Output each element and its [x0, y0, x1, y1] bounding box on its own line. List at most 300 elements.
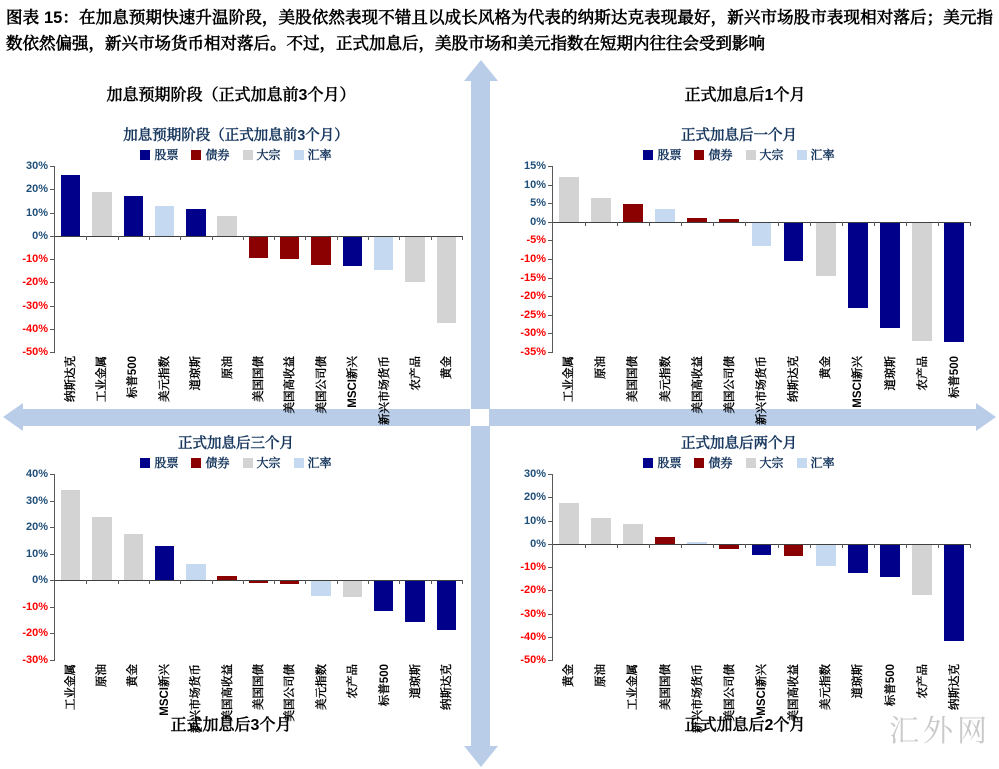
y-tick-label: -40%: [22, 322, 48, 335]
arrow-up-icon: [464, 60, 498, 81]
x-category-slot: [777, 660, 809, 742]
x-category-label: 新兴市场货币: [378, 356, 391, 425]
arrow-down-icon: [464, 746, 498, 767]
x-category-slot: [745, 660, 777, 742]
x-category-slot: [874, 352, 906, 434]
x-category-label: MSCI新兴: [756, 664, 769, 716]
bar-slot: [212, 166, 243, 352]
x-category-slot: [274, 660, 305, 742]
bar-MSCI新兴: [752, 545, 772, 555]
bar-农产品: [912, 223, 932, 341]
x-category-slot: [552, 352, 584, 434]
bar-美国高收益: [217, 576, 236, 580]
y-tick-label: -25%: [520, 308, 546, 321]
bar-美国公司债: [719, 219, 739, 222]
x-category-slot: [616, 352, 648, 434]
bar-slot: [118, 474, 149, 660]
x-category-label: 美元指数: [820, 664, 833, 710]
x-category-label: 美国公司债: [723, 356, 736, 414]
legend-item: [140, 147, 178, 162]
x-category-label: 新兴市场货币: [756, 356, 769, 425]
bar-工业金属: [92, 192, 111, 236]
y-tick-label: -30%: [520, 327, 546, 340]
bar-slot: [649, 474, 681, 660]
legend-label: 债券: [205, 456, 230, 470]
x-category-slot: [713, 660, 745, 742]
bar-标普500: [944, 223, 964, 342]
x-category-slot: [148, 660, 179, 742]
bar-美国国债: [623, 204, 643, 221]
x-category-slot: [242, 660, 273, 742]
bar-新兴市场货币: [186, 564, 205, 580]
x-category-label: 农产品: [916, 664, 929, 699]
chart-title: 加息预期阶段（正式加息前3个月）: [123, 128, 349, 144]
plot-area: [54, 166, 462, 352]
legend-swatch-icon: [797, 150, 807, 160]
bar-黄金: [437, 237, 456, 323]
y-tick-label: 30%: [523, 468, 546, 480]
bar-黄金: [816, 223, 836, 276]
y-tick-label: 10%: [523, 178, 546, 191]
bar-slot: [368, 474, 399, 660]
bar-slot: [617, 166, 649, 352]
x-category-slot: [368, 660, 399, 742]
bar-MSCI新兴: [155, 546, 174, 581]
legend-swatch-icon: [643, 150, 653, 160]
bar-slot: [431, 474, 462, 660]
x-category-label: 工业金属: [627, 664, 640, 710]
bar-农产品: [343, 581, 362, 597]
x-category-slot: [906, 352, 938, 434]
legend-label: 股票: [154, 456, 179, 470]
chart-legend: [508, 455, 970, 470]
x-category-slot: [211, 352, 242, 434]
legend-swatch-icon: [294, 150, 304, 160]
y-tick-label: 10%: [523, 514, 546, 527]
bar-slot: [681, 166, 713, 352]
legend-label: 汇率: [307, 148, 332, 162]
x-category-label: 原油: [96, 664, 109, 687]
x-category-slot: [117, 660, 148, 742]
bar-slot: [274, 166, 305, 352]
bar-slot: [681, 474, 713, 660]
bar-slot: [745, 166, 777, 352]
bar-新兴市场货币: [752, 223, 772, 246]
legend-item: [140, 455, 178, 470]
y-tick-label: -35%: [520, 346, 546, 358]
legend-swatch-icon: [243, 458, 253, 468]
x-category-label: 道琼斯: [852, 664, 865, 699]
bar-美国高收益: [687, 218, 707, 222]
arrow-right-icon: [976, 403, 996, 431]
chart-post-hike-1m: [508, 124, 970, 434]
bar-道琼斯: [880, 223, 900, 328]
bar-纳斯达克: [437, 581, 456, 630]
bar-slot: [274, 474, 305, 660]
bar-slot: [55, 474, 86, 660]
y-tick-label: -20%: [520, 584, 546, 597]
x-category-label: 美国国债: [253, 356, 266, 402]
bar-农产品: [405, 237, 424, 282]
x-category-label: 原油: [595, 356, 608, 379]
x-category-label: 美国国债: [253, 664, 266, 710]
legend-item: [294, 455, 332, 470]
legend-swatch-icon: [140, 150, 150, 160]
y-axis: [10, 160, 54, 358]
chart-post-hike-2m: [508, 432, 970, 742]
bar-slot: [180, 166, 211, 352]
bar-原油: [217, 216, 236, 236]
y-tick-label: -30%: [22, 299, 48, 312]
bar-slot: [874, 166, 906, 352]
bar-slot: [368, 166, 399, 352]
bar-slot: [617, 474, 649, 660]
chart-legend: [10, 455, 462, 470]
y-tick-label: -15%: [520, 271, 546, 284]
x-category-slot: [431, 352, 462, 434]
bar-slot: [399, 474, 430, 660]
x-category-label: 原油: [595, 664, 608, 687]
y-tick-label: 20%: [25, 521, 48, 534]
x-category-slot: [648, 660, 680, 742]
y-tick-label: -30%: [22, 654, 48, 666]
x-category-slot: [616, 660, 648, 742]
legend-swatch-icon: [191, 458, 201, 468]
legend-item: [797, 455, 835, 470]
bar-slot: [874, 474, 906, 660]
bar-slot: [305, 474, 336, 660]
y-tick-label: -10%: [22, 600, 48, 613]
x-category-label: 美国高收益: [788, 664, 801, 722]
chart-pre-hike-3m: [10, 124, 462, 434]
bar-slot: [212, 474, 243, 660]
bar-slot: [337, 474, 368, 660]
legend-label: 大宗: [256, 456, 281, 470]
bar-slot: [778, 474, 810, 660]
x-category-label: MSCI新兴: [347, 356, 360, 408]
bar-工业金属: [623, 524, 643, 544]
x-category-label: 美国公司债: [723, 664, 736, 722]
x-category-slot: [211, 660, 242, 742]
x-category-label: MSCI新兴: [158, 664, 171, 716]
bar-slot: [180, 474, 211, 660]
legend-label: 债券: [205, 148, 230, 162]
bar-农产品: [912, 545, 932, 595]
legend-swatch-icon: [694, 150, 704, 160]
chart-legend: [10, 147, 462, 162]
x-category-slot: [431, 660, 462, 742]
chart-legend: [508, 147, 970, 162]
legend-item: [243, 455, 281, 470]
x-category-slot: [399, 352, 430, 434]
y-tick-label: 15%: [523, 160, 546, 172]
quadrant-footer-bottom-right: 正式加息后2个月: [684, 717, 806, 734]
y-tick-label: 10%: [25, 547, 48, 560]
x-category-label: 工业金属: [64, 664, 77, 710]
plot-area: [54, 474, 462, 660]
legend-item: [243, 147, 281, 162]
x-category-label: 标普500: [378, 664, 391, 707]
bar-道琼斯: [405, 581, 424, 622]
bar-美国高收益: [784, 545, 804, 557]
y-tick-label: -20%: [22, 627, 48, 640]
legend-item: [797, 147, 835, 162]
bar-slot: [149, 166, 180, 352]
legend-label: 股票: [657, 456, 682, 470]
bar-slot: [243, 474, 274, 660]
x-category-slot: [180, 660, 211, 742]
y-tick-label: 30%: [25, 494, 48, 507]
bar-美国公司债: [311, 237, 330, 265]
bar-slot: [118, 166, 149, 352]
x-category-slot: [841, 352, 873, 434]
bar-slot: [305, 166, 336, 352]
x-tick-mark: [462, 580, 463, 584]
bar-slot: [938, 166, 970, 352]
x-category-label: 新兴市场货币: [691, 664, 704, 733]
x-category-label: 农产品: [347, 664, 360, 699]
arrow-cross-gap: [470, 409, 489, 426]
x-category-slot: [180, 352, 211, 434]
bar-slot: [745, 474, 777, 660]
x-category-label: 标普500: [884, 664, 897, 707]
x-category-slot: [584, 352, 616, 434]
x-category-label: 黄金: [441, 356, 454, 379]
x-tick-mark: [970, 222, 971, 226]
y-axis: [10, 468, 54, 666]
y-tick-label: -5%: [526, 234, 546, 247]
x-category-label: 黄金: [820, 356, 833, 379]
legend-item: [191, 147, 229, 162]
x-category-slot: [777, 352, 809, 434]
bar-黄金: [124, 534, 143, 581]
bar-slot: [649, 166, 681, 352]
chart-title: 正式加息后一个月: [681, 128, 797, 144]
y-axis: [508, 468, 552, 666]
quadrant-header-top-left: 加息预期阶段（正式加息前3个月）: [106, 87, 356, 104]
x-category-slot: [85, 660, 116, 742]
bar-slot: [778, 166, 810, 352]
y-tick-label: -30%: [520, 607, 546, 620]
x-category-label: 美国高收益: [221, 664, 234, 722]
bar-美国公司债: [280, 581, 299, 584]
bar-MSCI新兴: [848, 223, 868, 308]
legend-swatch-icon: [746, 150, 756, 160]
legend-label: 大宗: [759, 148, 784, 162]
bar-slot: [810, 474, 842, 660]
y-tick-label: 30%: [25, 160, 48, 172]
legend-swatch-icon: [694, 458, 704, 468]
y-tick-label: 0%: [32, 229, 48, 242]
bar-美元指数: [816, 545, 836, 566]
legend-swatch-icon: [643, 458, 653, 468]
x-category-slot: [368, 352, 399, 434]
x-category-label: 美元指数: [659, 356, 672, 402]
x-category-label: MSCI新兴: [852, 356, 865, 408]
x-category-slot: [584, 660, 616, 742]
x-category-label: 工业金属: [96, 356, 109, 402]
x-category-slot: [681, 660, 713, 742]
bar-slot: [55, 166, 86, 352]
y-tick-label: -40%: [520, 630, 546, 643]
legend-item: [294, 147, 332, 162]
bar-美国高收益: [280, 237, 299, 259]
bar-slot: [906, 166, 938, 352]
y-tick-label: 0%: [32, 574, 48, 587]
x-category-slot: [117, 352, 148, 434]
figure-title: 图表 15：在加息预期快速升温阶段，美股依然表现不错且以成长风格为代表的纳斯达克表现最好，新兴市场股市表现相对落后；美元指数依然偏强，新兴市场货币相对落后。不过，正式加息后，美股市场和美元指数在短期内往往会受到影响: [6, 9, 993, 54]
y-tick-label: 5%: [530, 197, 546, 210]
x-category-slot: [337, 352, 368, 434]
x-category-label: 黄金: [563, 664, 576, 687]
x-axis: [552, 352, 970, 434]
x-category-slot: [713, 352, 745, 434]
bar-slot: [86, 166, 117, 352]
x-category-label: 美元指数: [158, 356, 171, 402]
y-tick-label: 20%: [523, 491, 546, 504]
x-axis: [54, 352, 462, 434]
y-tick-label: 10%: [25, 206, 48, 219]
bar-slot: [906, 474, 938, 660]
bar-美国公司债: [719, 545, 739, 550]
chart-title: 正式加息后三个月: [178, 436, 294, 452]
legend-item: [643, 455, 681, 470]
x-category-slot: [648, 352, 680, 434]
legend-swatch-icon: [243, 150, 253, 160]
bar-原油: [591, 518, 611, 544]
bar-道琼斯: [186, 209, 205, 236]
bar-slot: [585, 166, 617, 352]
x-category-label: 美国高收益: [284, 356, 297, 414]
x-category-slot: [399, 660, 430, 742]
bar-工业金属: [61, 490, 80, 580]
x-category-label: 原油: [221, 356, 234, 379]
bar-slot: [713, 166, 745, 352]
x-category-slot: [809, 660, 841, 742]
x-axis: [54, 660, 462, 742]
bar-slot: [713, 474, 745, 660]
bar-新兴市场货币: [687, 542, 707, 544]
legend-label: 债券: [708, 456, 733, 470]
y-tick-label: -10%: [520, 561, 546, 573]
bar-美国国债: [249, 237, 268, 258]
bar-原油: [591, 198, 611, 222]
x-category-label: 工业金属: [563, 356, 576, 402]
bar-道琼斯: [848, 545, 868, 573]
x-category-label: 纳斯达克: [64, 356, 77, 402]
bar-美元指数: [655, 209, 675, 222]
x-category-slot: [809, 352, 841, 434]
legend-item: [746, 147, 784, 162]
x-category-label: 道琼斯: [884, 356, 897, 391]
bar-slot: [553, 166, 585, 352]
x-category-label: 纳斯达克: [948, 664, 961, 710]
x-category-label: 美国高收益: [691, 356, 704, 414]
bar-slot: [243, 166, 274, 352]
bar-标普500: [124, 196, 143, 236]
x-category-label: 纳斯达克: [788, 356, 801, 402]
legend-item: [694, 455, 732, 470]
legend-swatch-icon: [746, 458, 756, 468]
legend-swatch-icon: [797, 458, 807, 468]
x-category-label: 道琼斯: [190, 356, 203, 391]
x-category-label: 农产品: [916, 356, 929, 391]
chart-title: 正式加息后两个月: [681, 436, 797, 452]
bar-纳斯达克: [784, 223, 804, 261]
bar-MSCI新兴: [343, 237, 362, 266]
y-tick-label: -50%: [520, 654, 546, 666]
legend-swatch-icon: [294, 458, 304, 468]
bar-黄金: [559, 503, 579, 544]
quadrant-header-top-right: 正式加息后1个月: [684, 87, 806, 104]
legend-label: 大宗: [256, 148, 281, 162]
bar-slot: [431, 166, 462, 352]
bar-slot: [842, 474, 874, 660]
legend-label: 债券: [708, 148, 733, 162]
x-category-slot: [938, 352, 970, 434]
watermark: 汇外网: [889, 715, 991, 748]
bar-slot: [553, 474, 585, 660]
legend-item: [746, 455, 784, 470]
bar-标普500: [880, 545, 900, 578]
x-category-label: 纳斯达克: [441, 664, 454, 710]
bar-slot: [842, 166, 874, 352]
bar-slot: [149, 474, 180, 660]
x-category-slot: [242, 352, 273, 434]
bar-slot: [585, 474, 617, 660]
y-tick-label: 0%: [530, 215, 546, 228]
x-category-slot: [54, 352, 85, 434]
x-category-label: 美国国债: [659, 664, 672, 710]
x-category-slot: [274, 352, 305, 434]
x-category-label: 标普500: [948, 356, 961, 399]
x-category-label: 新兴市场货币: [190, 664, 203, 733]
y-tick-label: 40%: [25, 468, 48, 480]
x-category-label: 美国公司债: [284, 664, 297, 722]
bar-slot: [810, 166, 842, 352]
legend-item: [694, 147, 732, 162]
x-category-label: 农产品: [409, 356, 422, 391]
bar-slot: [938, 474, 970, 660]
legend-label: 汇率: [810, 456, 835, 470]
bar-新兴市场货币: [374, 237, 393, 271]
bar-slot: [337, 166, 368, 352]
y-tick-label: 20%: [25, 183, 48, 196]
bar-美国国债: [655, 537, 675, 543]
x-category-slot: [54, 660, 85, 742]
chart-post-hike-3m: [10, 432, 462, 742]
bar-slot: [86, 474, 117, 660]
bar-原油: [92, 517, 111, 581]
y-tick-label: -10%: [22, 253, 48, 265]
bar-美国国债: [249, 581, 268, 582]
x-category-label: 美元指数: [315, 664, 328, 710]
x-category-slot: [148, 352, 179, 434]
legend-swatch-icon: [140, 458, 150, 468]
legend-label: 大宗: [759, 456, 784, 470]
bar-纳斯达克: [944, 545, 964, 641]
bar-美元指数: [311, 581, 330, 596]
x-category-slot: [681, 352, 713, 434]
legend-item: [643, 147, 681, 162]
y-tick-label: -20%: [22, 276, 48, 289]
bar-工业金属: [559, 177, 579, 222]
x-category-label: 美国国债: [627, 356, 640, 402]
y-tick-label: -10%: [520, 253, 546, 265]
plot-area: [552, 166, 970, 352]
x-category-label: 黄金: [127, 664, 140, 687]
y-tick-label: 0%: [530, 537, 546, 550]
